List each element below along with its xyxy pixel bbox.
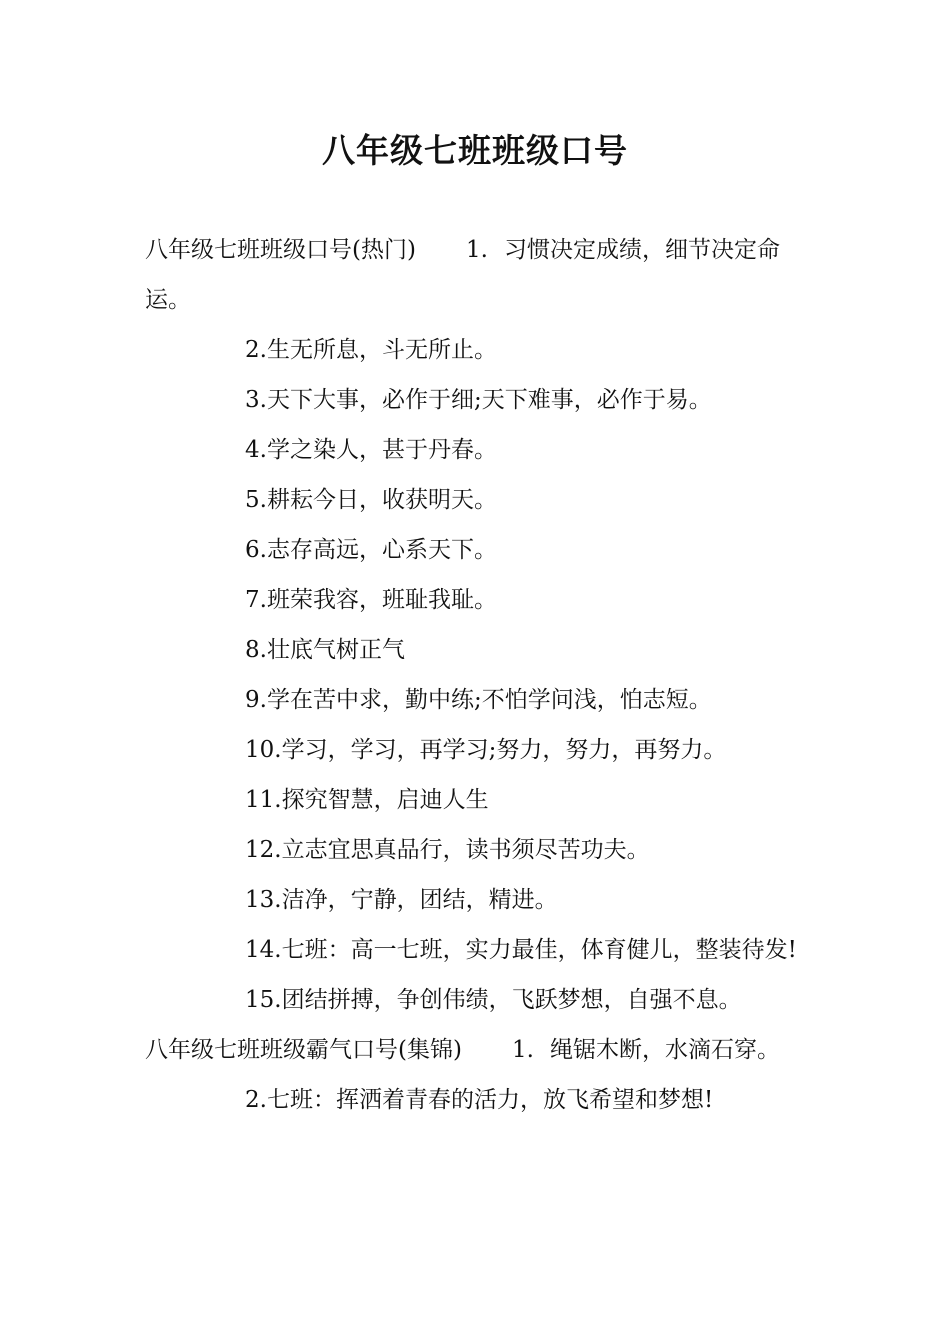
item-text: 学习，学习，再学习;努力，努力，再努力。 xyxy=(281,737,727,763)
item-number: 4. xyxy=(245,437,267,463)
list-item xyxy=(145,925,807,975)
list-item xyxy=(145,375,807,425)
item-text: 班荣我容，班耻我耻。 xyxy=(266,587,497,613)
item-number: 9. xyxy=(245,687,267,713)
document-body xyxy=(145,225,807,1125)
document-title: 八年级七班班级口号 xyxy=(322,131,628,170)
item-number: 14. xyxy=(245,937,282,963)
list-item xyxy=(145,475,807,525)
list-item xyxy=(145,775,807,825)
item-text: 学在苦中求，勤中练;不怕学问浅，怕志短。 xyxy=(266,687,712,713)
section-2-heading-paragraph xyxy=(145,1025,807,1075)
list-item xyxy=(145,575,807,625)
item-text: 生无所息，斗无所止。 xyxy=(266,337,497,363)
item-text: 学之染人，甚于丹春。 xyxy=(266,437,497,463)
list-item xyxy=(145,975,807,1025)
item-number: 7. xyxy=(245,587,267,613)
list-item xyxy=(145,625,807,675)
item-number: 11. xyxy=(245,787,282,813)
item-number: 1. xyxy=(465,237,488,263)
item-text: 探究智慧，启迪人生 xyxy=(281,787,489,813)
item-number: 10. xyxy=(245,737,282,763)
item-text: 壮底气树正气 xyxy=(266,637,405,663)
item-number: 5. xyxy=(245,487,267,513)
list-item xyxy=(145,425,807,475)
list-item xyxy=(145,525,807,575)
item-text: 绳锯木断，水滴石穿。 xyxy=(549,1037,780,1063)
item-number: 15. xyxy=(245,987,282,1013)
list-item xyxy=(145,825,807,875)
item-text: 习惯决定成绩，细节决定命运。 xyxy=(145,237,780,313)
item-text: 立志宜思真品行，读书须尽苦功夫。 xyxy=(281,837,650,863)
item-number: 3. xyxy=(245,387,267,413)
item-number: 1. xyxy=(511,1037,534,1063)
section-1-heading-paragraph xyxy=(145,225,807,325)
item-number: 8. xyxy=(245,637,267,663)
item-number: 2. xyxy=(245,337,267,363)
list-item xyxy=(145,725,807,775)
item-number: 2. xyxy=(245,1087,267,1113)
section-heading: 八年级七班班级霸气口号(集锦) xyxy=(145,1037,462,1063)
list-item xyxy=(145,875,807,925)
item-text: 天下大事，必作于细;天下难事，必作于易。 xyxy=(266,387,712,413)
item-text: 七班：挥洒着青春的活力，放飞希望和梦想! xyxy=(266,1087,714,1113)
item-text: 耕耘今日，收获明天。 xyxy=(266,487,497,513)
list-item xyxy=(145,675,807,725)
item-number: 6. xyxy=(245,537,267,563)
item-text: 七班：高一七班，实力最佳，体育健儿，整装待发! xyxy=(281,937,797,963)
item-number: 12. xyxy=(245,837,282,863)
list-item xyxy=(145,325,807,375)
item-text: 洁净，宁静，团结，精进。 xyxy=(281,887,558,913)
item-text: 团结拼搏，争创伟绩，飞跃梦想，自强不息。 xyxy=(281,987,742,1013)
item-number: 13. xyxy=(245,887,282,913)
item-text: 志存高远，心系天下。 xyxy=(266,537,497,563)
section-heading: 八年级七班班级口号(热门) xyxy=(145,237,416,263)
list-item xyxy=(145,1075,807,1125)
